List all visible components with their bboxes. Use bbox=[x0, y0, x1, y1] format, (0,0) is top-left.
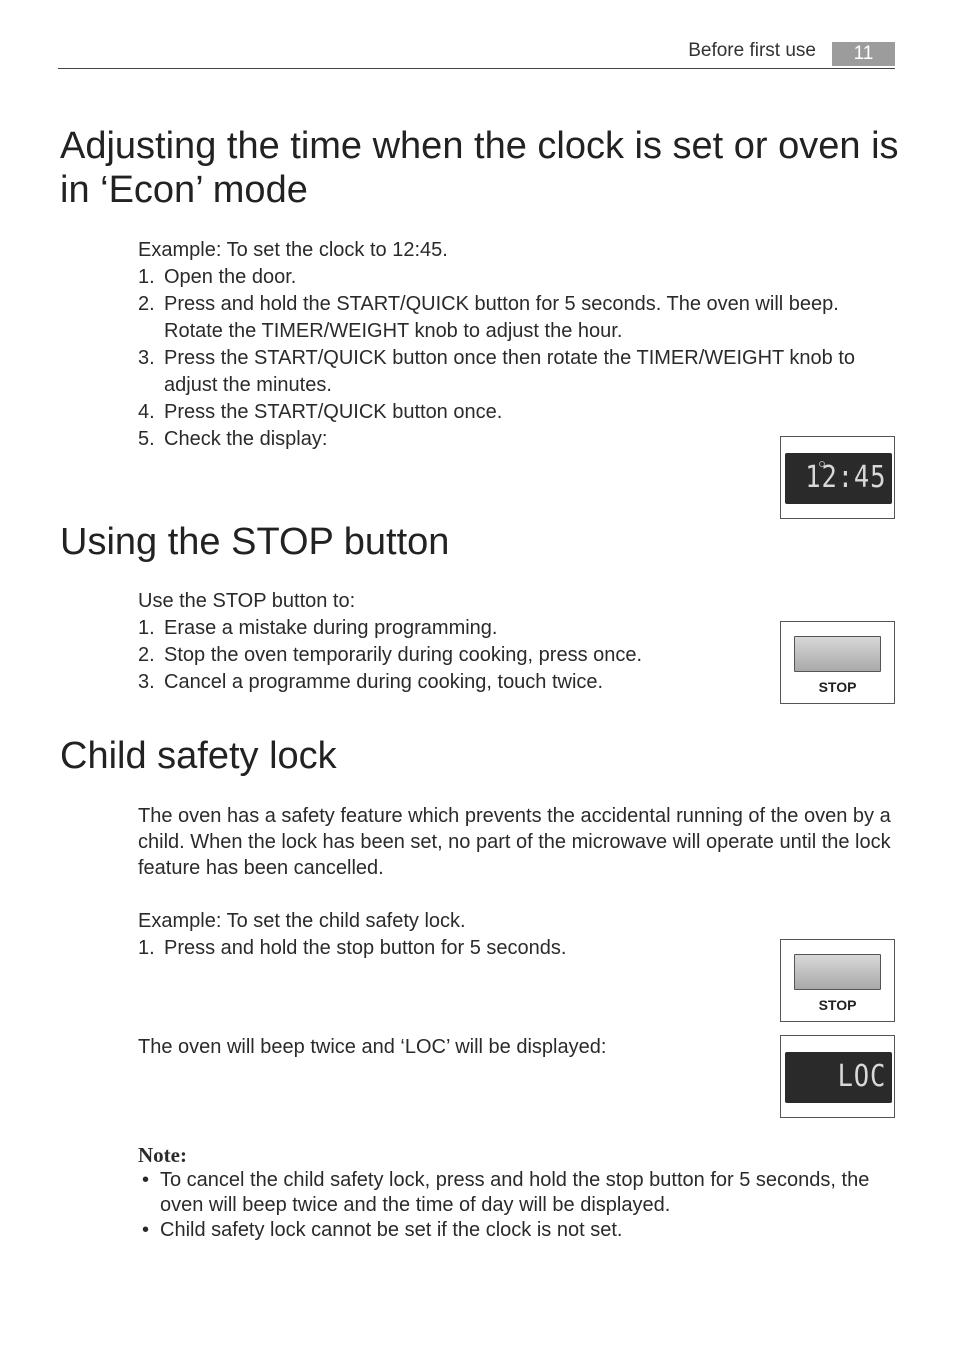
header-divider bbox=[58, 68, 895, 69]
stop-button-label: STOP bbox=[818, 997, 857, 1013]
step-text: Stop the oven temporarily during cooking, press once. bbox=[164, 644, 643, 666]
note-text: Child safety lock cannot be set if the clock is not set. bbox=[160, 1219, 623, 1241]
adjust-time-steps bbox=[138, 264, 898, 453]
step-number: 1. bbox=[138, 617, 155, 639]
example-label: Example: bbox=[138, 910, 222, 932]
page-number: 11 bbox=[832, 42, 895, 66]
list-item bbox=[142, 1168, 892, 1218]
note-text: To cancel the child safety lock, press and hold the stop button for 5 seconds, the oven will beep twice and the time of day will be displayed. bbox=[160, 1169, 870, 1216]
example-line bbox=[138, 237, 448, 264]
list-item bbox=[138, 345, 898, 399]
bullet: • bbox=[142, 1169, 150, 1191]
stop-steps bbox=[138, 615, 758, 696]
example-label: Example: bbox=[138, 239, 222, 261]
title-line-2: in ‘Econ’ mode bbox=[60, 169, 308, 211]
example-text: To set the child safety lock. bbox=[221, 910, 466, 932]
note-heading: Note: bbox=[138, 1143, 187, 1167]
lcd-display bbox=[785, 1052, 892, 1103]
step-number: 1. bbox=[138, 937, 155, 959]
child-lock-steps bbox=[138, 935, 758, 962]
list-item bbox=[138, 399, 898, 426]
beep-info: The oven will beep twice and ‘LOC’ will be displayed: bbox=[138, 1036, 607, 1058]
running-header: Before first use bbox=[688, 40, 816, 61]
list-item bbox=[138, 935, 758, 962]
step-text: Erase a mistake during programming. bbox=[164, 617, 498, 639]
note-list bbox=[142, 1168, 892, 1243]
list-item bbox=[138, 291, 898, 345]
clock-display-figure bbox=[780, 436, 895, 519]
list-item bbox=[138, 669, 758, 696]
step-text: Press and hold the stop button for 5 seconds. bbox=[164, 937, 567, 959]
loc-display-figure bbox=[780, 1035, 895, 1118]
step-text: Press and hold the START/QUICK button for 5 seconds. The oven will beep. Rotate the TIMER/WEIGHT knob to adjust the hour. bbox=[164, 293, 839, 342]
example-line bbox=[138, 908, 466, 935]
section-title-adjust-time bbox=[60, 124, 899, 212]
display-readout: LOC bbox=[837, 1059, 886, 1094]
stop-intro: Use the STOP button to: bbox=[138, 590, 356, 612]
step-text: Press the START/QUICK button once then rotate the TIMER/WEIGHT knob to adjust the minutes. bbox=[164, 347, 856, 396]
lcd-display bbox=[785, 453, 892, 504]
list-item bbox=[138, 264, 898, 291]
stop-button bbox=[794, 954, 881, 990]
title-line-1: Adjusting the time when the clock is set or oven is bbox=[60, 125, 899, 167]
stop-button-label: STOP bbox=[818, 679, 857, 695]
example-text: To set the clock to 12:45. bbox=[221, 239, 448, 261]
step-number: 5. bbox=[138, 428, 155, 450]
list-item bbox=[138, 615, 758, 642]
step-number: 2. bbox=[138, 644, 155, 666]
step-number: 2. bbox=[138, 293, 155, 315]
list-item bbox=[138, 642, 758, 669]
step-number: 1. bbox=[138, 266, 155, 288]
child-lock-description: The oven has a safety feature which prevents the accidental running of the oven by a child. When the lock has been set, no part of the microwave will operate until the lock feature has been cancelled. bbox=[138, 805, 891, 879]
step-text: Open the door. bbox=[164, 266, 297, 288]
step-number: 3. bbox=[138, 671, 155, 693]
step-number: 3. bbox=[138, 347, 155, 369]
step-text: Check the display: bbox=[164, 428, 328, 450]
section-title-child-lock: Child safety lock bbox=[60, 735, 337, 777]
stop-button-figure bbox=[780, 939, 895, 1022]
section-title-stop-button: Using the STOP button bbox=[60, 521, 450, 563]
display-readout: 12:45 bbox=[804, 460, 886, 495]
step-text: Press the START/QUICK button once. bbox=[164, 401, 503, 423]
list-item bbox=[142, 1218, 892, 1243]
stop-button bbox=[794, 636, 881, 672]
step-text: Cancel a programme during cooking, touch twice. bbox=[164, 671, 604, 693]
stop-button-figure bbox=[780, 621, 895, 704]
step-number: 4. bbox=[138, 401, 155, 423]
bullet: • bbox=[142, 1219, 150, 1241]
